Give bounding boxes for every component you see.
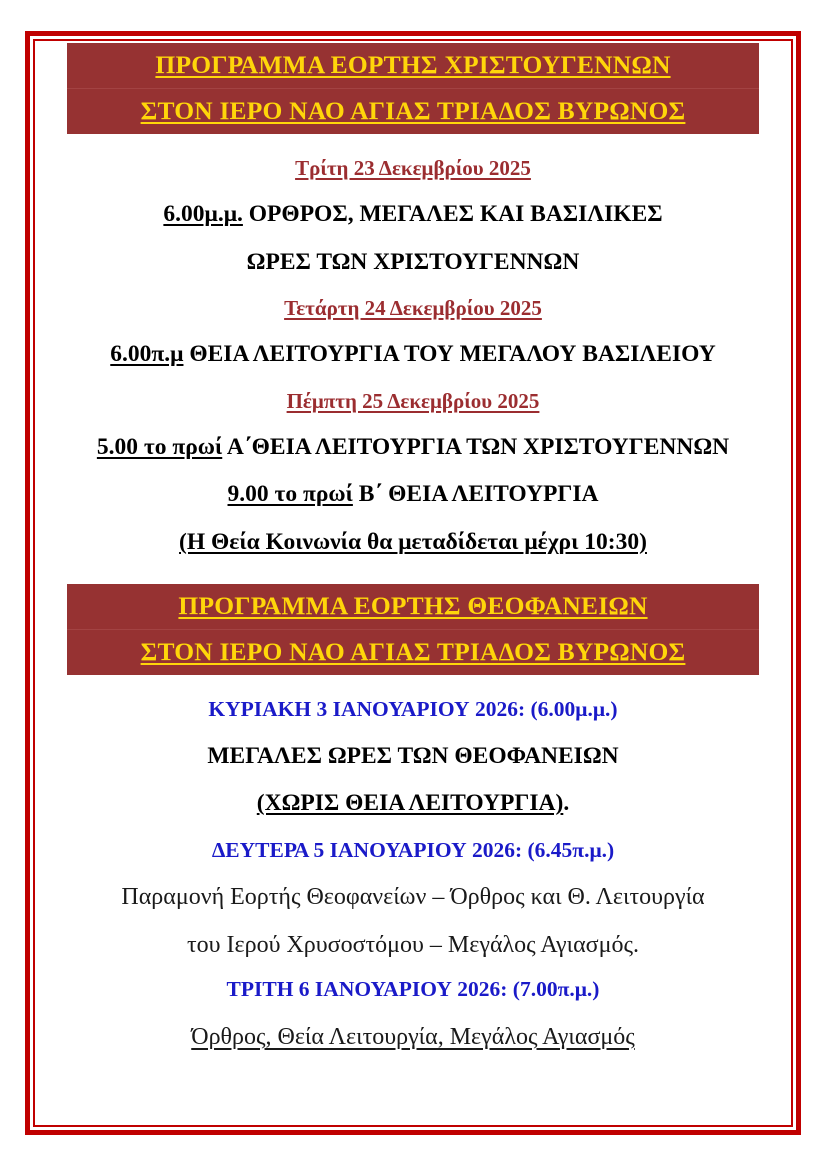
christmas-date-3-text: Πέμπτη 25 Δεκεμβρίου 2025: [286, 388, 540, 413]
christmas-entry-3-time-1: 5.00 το πρωί: [96, 433, 223, 460]
christmas-entry-3-time-2: 9.00 το πρωί: [227, 481, 353, 507]
christmas-entry-1-line-1: [39, 203, 787, 227]
christmas-entry-2-time: 6.00π.μ: [110, 341, 184, 367]
christmas-banner-line-1: [67, 43, 759, 88]
theophany-banner-line-1: [67, 584, 759, 629]
theophany-entry-1-text-1: ΜΕΓΑΛΕΣ ΩΡΕΣ ΤΩΝ ΘΕΟΦΑΝΕΙΩΝ: [207, 742, 619, 769]
theophany-date-1-text: ΚΥΡΙΑΚΗ 3 ΙΑΝΟΥΑΡΙΟΥ 2026: (6.00μ.μ.): [208, 697, 618, 721]
section-spacer: [39, 554, 787, 584]
theophany-date-3-text: ΤΡΙΤΗ 6 ΙΑΝΟΥΑΡΙΟΥ 2026: (7.00π.μ.): [226, 977, 600, 1001]
christmas-date-2-text: Τετάρτη 24 Δεκεμβρίου 2025: [284, 296, 542, 320]
christmas-entry-1-time: 6.00μ.μ.: [163, 201, 243, 227]
theophany-date-2: [39, 837, 787, 862]
theophany-date-1: [39, 699, 787, 721]
theophany-entry-3-text-1: Όρθρος, Θεία Λειτουργία, Μεγάλος Αγιασμός: [191, 1023, 635, 1050]
christmas-entry-2-text: ΘΕΙΑ ΛΕΙΤΟΥΡΓΙΑ ΤΟΥ ΜΕΓΑΛΟΥ ΒΑΣΙΛΕΙΟΥ: [189, 341, 716, 367]
christmas-communion-note: [39, 528, 787, 555]
theophany-banner: [67, 584, 759, 675]
theophany-banner-line-2-text: ΣΤΟΝ ΙΕΡΟ ΝΑΟ ΑΓΙΑΣ ΤΡΙΑΔΟΣ ΒΥΡΩΝΟΣ: [140, 636, 686, 666]
christmas-banner-line-2-text: ΣΤΟΝ ΙΕΡΟ ΝΑΟ ΑΓΙΑΣ ΤΡΙΑΔΟΣ ΒΥΡΩΝΟΣ: [140, 95, 686, 125]
christmas-entry-3-line-2: [39, 483, 787, 507]
christmas-entry-1-text-cont: ΩΡΕΣ ΤΩΝ ΧΡΙΣΤΟΥΓΕΝΝΩΝ: [246, 248, 580, 275]
theophany-entry-1-line-1: [39, 742, 787, 769]
theophany-banner-line-1-text: ΠΡΟΓΡΑΜΜΑ ΕΟΡΤΗΣ ΘΕΟΦΑΝΕΙΩΝ: [178, 591, 648, 620]
theophany-banner-line-2: [67, 629, 759, 676]
theophany-entry-2-line-2: [39, 933, 787, 957]
theophany-entry-2-line-1: [39, 885, 787, 909]
theophany-entry-1-text-2-tail: .: [563, 790, 570, 816]
theophany-entry-1-line-2: [39, 792, 787, 816]
christmas-banner-line-1-text: ΠΡΟΓΡΑΜΜΑ ΕΟΡΤΗΣ ΧΡΙΣΤΟΥΓΕΝΝΩΝ: [155, 50, 671, 79]
christmas-entry-3-line-1: [39, 433, 787, 460]
christmas-entry-3-text-1: Α΄ΘΕΙΑ ΛΕΙΤΟΥΡΓΙΑ ΤΩΝ ΧΡΙΣΤΟΥΓΕΝΝΩΝ: [226, 433, 730, 460]
christmas-date-1: [39, 158, 787, 179]
christmas-communion-note-text: (Η Θεία Κοινωνία θα μεταδίδεται μέχρι 10:30): [179, 528, 647, 555]
christmas-entry-1-text: ΟΡΘΡΟΣ, ΜΕΓΑΛΕΣ ΚΑΙ ΒΑΣΙΛΙΚΕΣ: [248, 201, 663, 227]
theophany-entry-3-line-1: [39, 1025, 787, 1049]
christmas-date-2: [39, 298, 787, 319]
christmas-date-3: [39, 388, 787, 413]
christmas-banner-line-2: [67, 88, 759, 135]
christmas-banner: [67, 43, 759, 134]
theophany-entry-2-text-2: του Ιερού Χρυσοστόμου – Μεγάλος Αγιασμός.: [187, 932, 639, 958]
theophany-date-2-text: ΔΕΥΤΕΡΑ 5 ΙΑΝΟΥΑΡΙΟΥ 2026: (6.45π.μ.): [211, 837, 615, 862]
poster-content: [39, 43, 787, 1123]
theophany-date-3: [39, 979, 787, 1001]
christmas-entry-3-text-2: Β΄ ΘΕΙΑ ΛΕΙΤΟΥΡΓΙΑ: [358, 481, 599, 507]
christmas-date-1-text: Τρίτη 23 Δεκεμβρίου 2025: [295, 156, 531, 180]
theophany-entry-2-text-1: Παραμονή Εορτής Θεοφανείων – Όρθρος και Θ. Λειτουργία: [121, 884, 705, 910]
christmas-entry-2-line-1: [39, 343, 787, 367]
christmas-entry-1-line-2: [39, 248, 787, 275]
theophany-entry-1-text-2: (ΧΩΡΙΣ ΘΕΙΑ ΛΕΙΤΟΥΡΓΙΑ): [256, 790, 564, 816]
